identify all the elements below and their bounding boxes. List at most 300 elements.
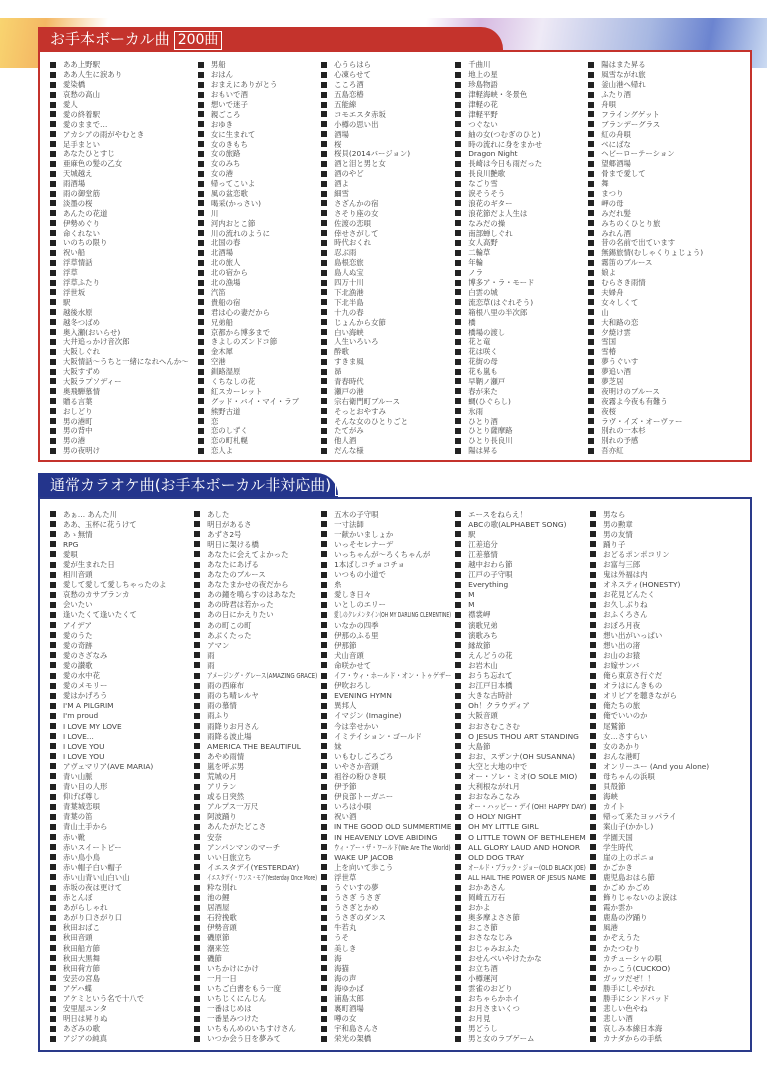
square-bullet-icon — [50, 511, 56, 517]
square-bullet-icon — [590, 885, 596, 891]
song-title: 島人ぬ宝 — [334, 268, 364, 278]
song-title: 雨 — [207, 660, 215, 670]
square-bullet-icon — [590, 763, 596, 769]
song-title: うぐいすの夢 — [334, 883, 379, 893]
song-title: 川 — [210, 208, 219, 218]
square-bullet-icon — [321, 121, 327, 127]
song-list-item — [50, 751, 194, 761]
square-bullet-icon — [198, 240, 204, 246]
square-bullet-icon — [198, 299, 204, 305]
song-title: イエスタデイ・ワンス・モア(Yesterday Once More) — [207, 872, 318, 882]
song-title: 男どうし — [468, 1024, 498, 1034]
square-bullet-icon — [588, 329, 594, 335]
square-bullet-icon — [321, 874, 327, 880]
square-bullet-icon — [50, 985, 56, 991]
song-title: おしどり — [63, 406, 93, 416]
song-title: ABCの歌(ALPHABET SONG) — [468, 519, 567, 529]
song-list-item — [194, 731, 321, 741]
song-list-item — [321, 943, 455, 953]
song-list-item — [590, 590, 746, 600]
song-title: O HOLY NIGHT — [468, 812, 522, 822]
square-bullet-icon — [455, 531, 461, 537]
song-title: 伊勢めぐり — [63, 218, 100, 228]
song-title: だんな様 — [334, 446, 364, 456]
song-list-item — [50, 862, 194, 872]
song-title: くちなしの花 — [210, 376, 256, 386]
song-list-item — [321, 893, 455, 903]
song-list-item — [50, 681, 194, 691]
song-list-item — [321, 539, 455, 549]
song-title: 雨の慕情 — [207, 701, 237, 711]
square-bullet-icon — [588, 260, 594, 266]
square-bullet-icon — [198, 359, 204, 365]
song-title: うさぎのダンス — [334, 913, 386, 923]
square-bullet-icon — [194, 1036, 200, 1042]
square-bullet-icon — [590, 733, 596, 739]
square-bullet-icon — [194, 794, 200, 800]
song-title: 夢芝居 — [601, 376, 624, 386]
square-bullet-icon — [588, 181, 594, 187]
square-bullet-icon — [50, 733, 56, 739]
song-title: 女人高野 — [468, 238, 498, 248]
song-title: 一月一日 — [207, 973, 237, 983]
song-list-item — [455, 519, 590, 529]
song-title: 奥多摩よささ節 — [468, 913, 520, 923]
song-title: 粋な別れ — [207, 883, 237, 893]
square-bullet-icon — [50, 359, 56, 365]
song-title: そっとおやすみ — [334, 406, 386, 416]
square-bullet-icon — [455, 562, 461, 568]
song-list-item — [50, 640, 194, 650]
song-title: あゝ無情 — [63, 529, 93, 539]
song-list-item — [455, 882, 590, 892]
square-bullet-icon — [50, 151, 56, 157]
song-title: I LOVE YOU — [63, 751, 105, 761]
square-bullet-icon — [588, 289, 594, 295]
song-title: 淡墨の桜 — [63, 198, 93, 208]
square-bullet-icon — [455, 763, 461, 769]
square-bullet-icon — [50, 562, 56, 568]
square-bullet-icon — [194, 1006, 200, 1012]
karaoke-song-columns — [50, 509, 746, 1044]
song-title: いろは小唄 — [334, 802, 372, 812]
song-title: 襟裳岬 — [468, 610, 491, 620]
song-list-item — [194, 691, 321, 701]
song-title: 男の友情 — [603, 529, 633, 539]
song-list-item — [590, 1034, 746, 1044]
song-list-item — [590, 549, 746, 559]
square-bullet-icon — [194, 521, 200, 527]
song-list-item — [50, 903, 194, 913]
square-bullet-icon — [50, 996, 56, 1002]
song-title: 十九の春 — [334, 307, 364, 317]
song-list-item — [321, 842, 455, 852]
song-title: 青い山脈 — [63, 771, 93, 781]
song-title: 青葉の笛 — [63, 812, 93, 822]
song-list-item — [194, 711, 321, 721]
square-bullet-icon — [321, 299, 327, 305]
square-bullet-icon — [50, 131, 56, 137]
song-list-item — [455, 1024, 590, 1034]
song-title: 青春時代 — [334, 376, 364, 386]
song-title: 縁故節 — [468, 640, 491, 650]
song-title: 足手まとい — [63, 139, 100, 149]
song-title: 夕焼け雲 — [601, 327, 631, 337]
song-title: かごめ かごめ — [603, 883, 650, 893]
song-list-item — [455, 1014, 590, 1024]
square-bullet-icon — [321, 418, 327, 424]
song-title: 大きな古時計 — [468, 691, 513, 701]
song-title: 女のあかり — [603, 741, 641, 751]
song-title: 飾りじゃないのよ涙は — [603, 893, 678, 903]
song-title: 北の旅人 — [210, 258, 241, 268]
square-bullet-icon — [588, 82, 594, 88]
song-list-item — [455, 994, 590, 1004]
square-bullet-icon — [50, 191, 56, 197]
square-bullet-icon — [590, 753, 596, 759]
square-bullet-icon — [455, 171, 461, 177]
song-title: 山 — [601, 307, 609, 317]
song-list-item — [590, 529, 746, 539]
song-list-item — [590, 559, 746, 569]
square-bullet-icon — [588, 270, 594, 276]
square-bullet-icon — [50, 632, 56, 638]
song-title: おどるポンポコリン — [603, 549, 670, 559]
square-bullet-icon — [321, 151, 327, 157]
square-bullet-icon — [590, 521, 596, 527]
song-list-item — [455, 671, 590, 681]
square-bullet-icon — [50, 854, 56, 860]
song-title: 大和路の恋 — [601, 317, 639, 327]
song-title: 愛のままで… — [63, 119, 108, 129]
song-title: 涙そうそう — [468, 189, 506, 199]
song-list-item — [321, 671, 455, 681]
square-bullet-icon — [198, 270, 204, 276]
square-bullet-icon — [590, 622, 596, 628]
song-title: いもむしごろごろ — [334, 751, 394, 761]
song-title: 雨の西麻布 — [207, 681, 245, 691]
song-title: ふたり酒 — [601, 90, 631, 100]
square-bullet-icon — [194, 804, 200, 810]
square-bullet-icon — [321, 632, 327, 638]
song-list-item — [455, 812, 590, 822]
square-bullet-icon — [455, 388, 461, 394]
song-title: いのちの限り — [63, 238, 108, 248]
square-bullet-icon — [590, 935, 596, 941]
square-bullet-icon — [588, 240, 594, 246]
song-title: 1本ばしコチョコチョ — [334, 560, 405, 570]
song-column — [50, 509, 194, 1044]
song-title: O LITTLE TOWN OF BETHLEHEM — [468, 832, 586, 842]
song-column — [50, 60, 198, 456]
song-title: 雲雀のおどり — [468, 983, 513, 993]
song-title: 学園天国 — [603, 832, 633, 842]
square-bullet-icon — [455, 191, 461, 197]
song-list-item — [321, 953, 455, 963]
square-bullet-icon — [321, 191, 327, 197]
song-title: 陽は昇る — [468, 446, 498, 456]
song-title: 愛はかげろう — [63, 691, 108, 701]
song-title: 愛しのクレメンタイン(OH MY DARLING CLEMENTINE) — [334, 610, 452, 620]
song-column — [455, 60, 588, 456]
song-title: 祝い酒 — [334, 812, 357, 822]
square-bullet-icon — [50, 428, 56, 434]
song-list-item — [50, 923, 194, 933]
square-bullet-icon — [455, 814, 461, 820]
square-bullet-icon — [198, 428, 204, 434]
song-title: おかあさん — [468, 883, 506, 893]
square-bullet-icon — [321, 438, 327, 444]
square-bullet-icon — [321, 551, 327, 557]
song-title: オラはにんきもの — [603, 681, 663, 691]
square-bullet-icon — [588, 408, 594, 414]
song-list-item — [321, 771, 455, 781]
song-title: EVENING HYMN — [334, 691, 392, 701]
square-bullet-icon — [50, 915, 56, 921]
square-bullet-icon — [50, 935, 56, 941]
square-bullet-icon — [321, 270, 327, 276]
square-bullet-icon — [194, 874, 200, 880]
song-list-item — [321, 630, 455, 640]
song-title: 秋田船方節 — [63, 943, 100, 953]
song-title: 地上の星 — [468, 70, 498, 80]
song-title: まつり — [601, 189, 624, 199]
song-title: 氷雨 — [468, 406, 483, 416]
square-bullet-icon — [455, 141, 461, 147]
song-title: 明日に架ける橋 — [207, 539, 259, 549]
song-title: アメージング・グレース(AMAZING GRACE) — [207, 671, 318, 681]
square-bullet-icon — [590, 541, 596, 547]
square-bullet-icon — [588, 378, 594, 384]
song-list-item — [321, 559, 455, 569]
song-list-item — [455, 751, 590, 761]
square-bullet-icon — [50, 289, 56, 295]
square-bullet-icon — [455, 319, 461, 325]
square-bullet-icon — [590, 612, 596, 618]
song-list-item — [321, 620, 455, 630]
song-title: アリラン — [207, 782, 237, 792]
square-bullet-icon — [194, 915, 200, 921]
song-list-item — [194, 1014, 321, 1024]
song-title: 大空と大地の中で — [468, 761, 528, 771]
song-list-item — [321, 973, 455, 983]
song-title: 阿波踊り — [207, 812, 237, 822]
song-list-item — [50, 446, 198, 456]
square-bullet-icon — [590, 864, 596, 870]
song-list-item — [590, 509, 746, 519]
song-title: Oh！クラウディア — [468, 701, 530, 711]
song-list-item — [455, 983, 590, 993]
song-title: お嫁サンバ — [603, 660, 640, 670]
square-bullet-icon — [50, 220, 56, 226]
song-title: 津軽の花 — [468, 100, 498, 110]
square-bullet-icon — [455, 985, 461, 991]
song-title: ああ、玉杯に花うけて — [63, 519, 137, 529]
song-title: 女の港 — [210, 169, 234, 179]
song-title: 夢追い酒 — [601, 367, 631, 377]
song-title: お岩木山 — [468, 660, 498, 670]
square-bullet-icon — [321, 388, 327, 394]
song-title: 青い目の人形 — [63, 782, 108, 792]
song-column — [321, 60, 455, 456]
song-title: 長崎は今日も雨だった — [468, 159, 543, 169]
square-bullet-icon — [590, 551, 596, 557]
song-title: ひとり薩摩路 — [468, 426, 513, 436]
square-bullet-icon — [455, 210, 461, 216]
song-title: 磯原節 — [207, 933, 230, 943]
song-list-item — [50, 549, 194, 559]
song-title: 磯節 — [207, 953, 222, 963]
square-bullet-icon — [50, 181, 56, 187]
square-bullet-icon — [455, 592, 461, 598]
square-bullet-icon — [194, 945, 200, 951]
song-list-item — [198, 446, 321, 456]
song-title: 赤い山青い山白い山 — [63, 872, 130, 882]
song-title: 海ゆかば — [334, 983, 364, 993]
square-bullet-icon — [321, 935, 327, 941]
song-title: 島根恋旅 — [334, 258, 364, 268]
square-bullet-icon — [50, 965, 56, 971]
square-bullet-icon — [588, 398, 594, 404]
song-list-item — [455, 600, 590, 610]
song-list-item — [455, 721, 590, 731]
song-list-item — [455, 446, 588, 456]
song-title: 津軽海峡・冬景色 — [468, 90, 528, 100]
song-title: 赤とんぼ — [63, 893, 93, 903]
song-title: ああ人生に涙あり — [63, 70, 123, 80]
song-title: アケミという名で十八で — [63, 994, 145, 1004]
song-title: 釧路湿原 — [210, 367, 241, 377]
square-bullet-icon — [321, 309, 327, 315]
song-title: 案山子(かかし) — [603, 822, 654, 832]
square-bullet-icon — [50, 572, 56, 578]
square-bullet-icon — [198, 220, 204, 226]
song-title: 女…さすらい — [603, 731, 648, 741]
song-title: すきま風 — [334, 357, 364, 367]
square-bullet-icon — [588, 72, 594, 78]
square-bullet-icon — [198, 230, 204, 236]
square-bullet-icon — [194, 1026, 200, 1032]
song-list-item — [321, 590, 455, 600]
song-title: 紅の舟唄 — [601, 129, 631, 139]
square-bullet-icon — [321, 703, 327, 709]
square-bullet-icon — [194, 713, 200, 719]
song-list-item — [194, 812, 321, 822]
song-title: ひとり酒 — [468, 416, 498, 426]
song-list-item — [50, 731, 194, 741]
square-bullet-icon — [590, 693, 596, 699]
square-bullet-icon — [198, 102, 204, 108]
song-title: 浮世坂 — [63, 287, 86, 297]
song-title: アカシアの雨がやむとき — [63, 129, 145, 139]
song-title: I LOVE... — [63, 731, 94, 741]
song-list-item — [455, 792, 590, 802]
song-title: みだれ髪 — [601, 208, 631, 218]
square-bullet-icon — [590, 975, 596, 981]
song-title: 愛人 — [63, 100, 78, 110]
square-bullet-icon — [50, 602, 56, 608]
square-bullet-icon — [590, 784, 596, 790]
square-bullet-icon — [455, 895, 461, 901]
song-title: 早鞆ノ瀬戸 — [468, 376, 506, 386]
square-bullet-icon — [50, 885, 56, 891]
song-list-item — [590, 519, 746, 529]
song-list-item — [590, 671, 746, 681]
song-list-item — [194, 701, 321, 711]
square-bullet-icon — [50, 834, 56, 840]
song-title: 赤いスイートピー — [63, 842, 122, 852]
song-list-item — [455, 529, 590, 539]
square-bullet-icon — [590, 683, 596, 689]
square-bullet-icon — [321, 945, 327, 951]
square-bullet-icon — [321, 642, 327, 648]
song-title: 夜桜 — [601, 406, 617, 416]
square-bullet-icon — [455, 693, 461, 699]
karaoke-song-list — [38, 497, 752, 1052]
song-list-item — [194, 509, 321, 519]
song-title: OLD DOG TRAY — [468, 852, 525, 862]
square-bullet-icon — [455, 864, 461, 870]
song-list-item — [194, 872, 321, 882]
song-title: 一献かいましょか — [334, 529, 394, 539]
square-bullet-icon — [455, 220, 461, 226]
square-bullet-icon — [194, 592, 200, 598]
square-bullet-icon — [455, 582, 461, 588]
square-bullet-icon — [590, 531, 596, 537]
song-list-item — [194, 1024, 321, 1034]
square-bullet-icon — [455, 602, 461, 608]
song-title: かぞえうた — [603, 933, 641, 943]
song-title: うさぎとかめ — [334, 903, 379, 913]
square-bullet-icon — [50, 171, 56, 177]
square-bullet-icon — [50, 448, 56, 454]
song-title: 一寸法師 — [334, 519, 364, 529]
song-title: 浪花のギター — [468, 198, 513, 208]
song-list-item — [50, 1024, 194, 1034]
song-title: 雨酒場 — [63, 179, 86, 189]
square-bullet-icon — [321, 673, 327, 679]
square-bullet-icon — [321, 996, 327, 1002]
song-title: 小樽運河 — [468, 973, 498, 983]
song-title: 忍ぶ雨 — [334, 248, 357, 258]
square-bullet-icon — [455, 1026, 461, 1032]
song-list-item — [321, 731, 455, 741]
song-title: 逢いたくて逢いたくて — [63, 610, 137, 620]
song-title: 宗右衛門町ブルース — [334, 396, 400, 406]
song-title: 石狩挽歌 — [207, 913, 237, 923]
song-title: おさななじみ — [468, 933, 513, 943]
song-list-item — [50, 983, 194, 993]
square-bullet-icon — [590, 874, 596, 880]
square-bullet-icon — [194, 743, 200, 749]
song-list-item — [194, 943, 321, 953]
song-list-item — [321, 529, 455, 539]
song-title: あんたの花道 — [63, 208, 108, 218]
square-bullet-icon — [50, 673, 56, 679]
song-title: 男なら — [603, 509, 626, 519]
song-list-item — [590, 903, 746, 913]
song-list-item — [50, 650, 194, 660]
square-bullet-icon — [50, 541, 56, 547]
song-title: 想い出の渚 — [603, 640, 641, 650]
song-title: 花は咲く — [468, 347, 498, 357]
square-bullet-icon — [455, 102, 461, 108]
song-title: 酒場 — [334, 129, 349, 139]
song-title: 雨ふり — [207, 711, 230, 721]
song-title: 陽はまた昇る — [601, 60, 646, 70]
song-title: 想いで迷子 — [210, 100, 248, 110]
song-title: 俺でいいのか — [603, 711, 648, 721]
